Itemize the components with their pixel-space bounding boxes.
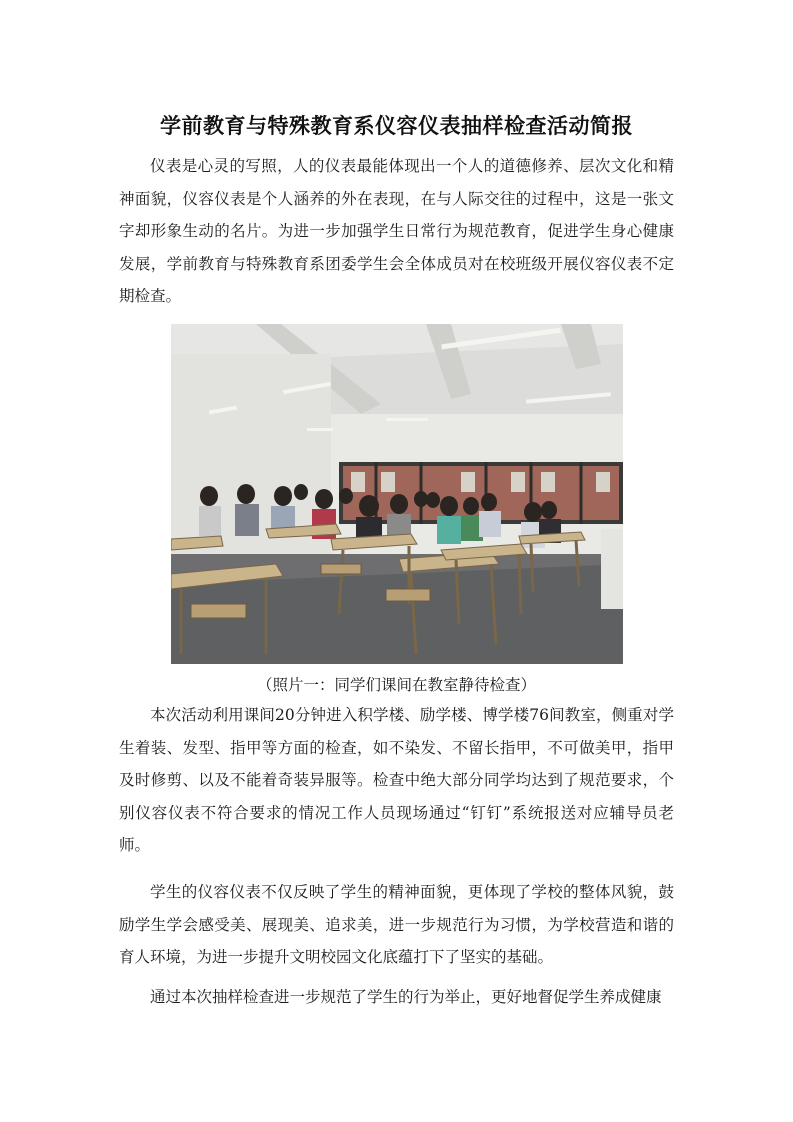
paragraph-significance: 学生的仪容仪表不仅反映了学生的精神面貌，更体现了学校的整体风貌，鼓励学生学会感受美、展现美、追求美，进一步规范行为习惯，为学校营造和谐的育人环境，为进一步提升文明校园文化底蕴打下了坚实的基础。 — [119, 883, 674, 966]
paragraph-conclusion: 通过本次抽样检查进一步规范了学生的行为举止，更好地督促学生养成健康 — [150, 988, 662, 1006]
classroom-photo — [171, 324, 623, 664]
paragraph-intro: 仪表是心灵的写照，人的仪表最能体现出一个人的道德修养、层次文化和精神面貌，仪容仪表是个人涵养的外在表现，在与人际交往的过程中，这是一张文字却形象生动的名片。为进一步加强学生日常行为规范教育，促进学生身心健康发展，学前教育与特殊教育系团委学生会全体成员对在校班级开展仪容仪表不定期检查。 — [119, 157, 674, 305]
document-title: 学前教育与特殊教育系仪容仪表抽样检查活动简报 — [160, 113, 633, 139]
photo-caption: （照片一：同学们课间在教室静待检查） — [256, 676, 536, 694]
paragraph-activity: 本次活动利用课间20分钟进入积学楼、励学楼、博学楼76间教室，侧重对学生着装、发型、指甲等方面的检查，如不染发、不留长指甲，不可做美甲，指甲及时修剪、以及不能着奇装异服等。检查中绝大部分同学均达到了规范要求，个别仪容仪表不符合要求的情况工作人员现场通过“钉钉”系统报送对应辅导员老师。 — [119, 706, 674, 854]
